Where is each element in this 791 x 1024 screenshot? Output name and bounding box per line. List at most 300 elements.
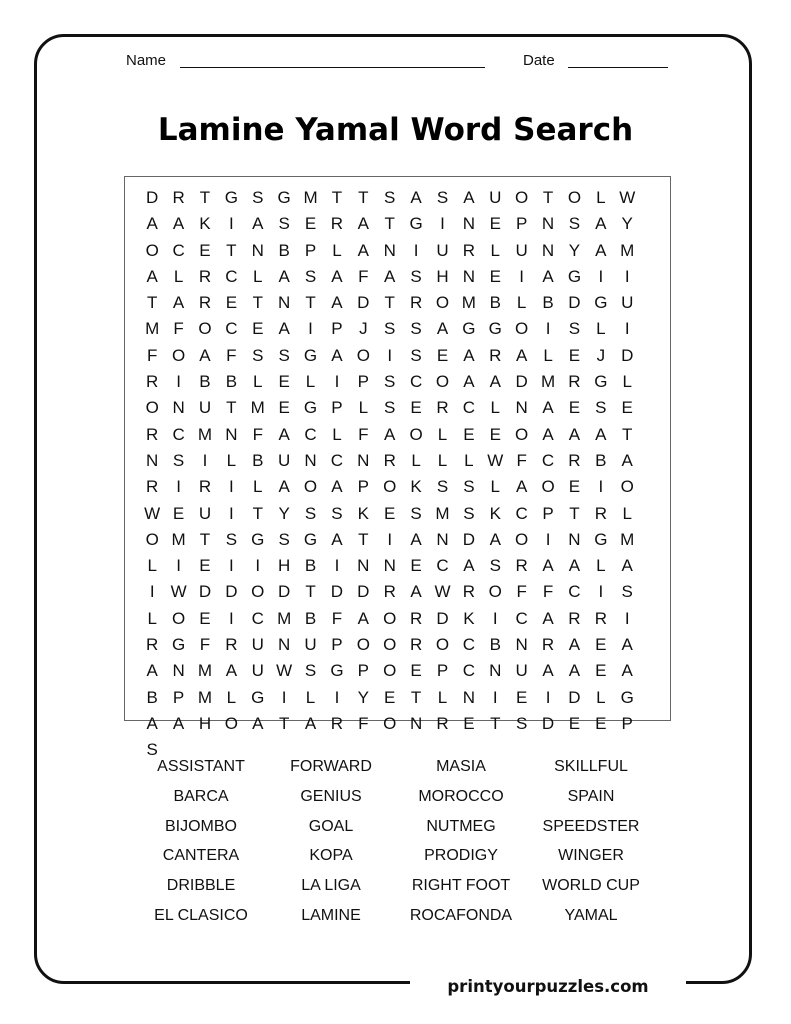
grid-letter[interactable]: F xyxy=(173,319,184,339)
grid-letter[interactable]: R xyxy=(225,635,238,655)
grid-letter[interactable]: I xyxy=(176,556,181,576)
grid-letter[interactable]: O xyxy=(171,345,186,365)
grid-letter[interactable]: P xyxy=(515,214,528,234)
grid-letter[interactable]: G xyxy=(594,372,608,392)
grid-letter[interactable]: E xyxy=(568,477,581,497)
grid-letter[interactable]: A xyxy=(595,240,607,260)
grid-letter[interactable]: N xyxy=(383,556,396,576)
grid-letter[interactable]: O xyxy=(515,424,529,444)
grid-letter[interactable]: B xyxy=(304,556,317,576)
grid-letter[interactable]: L xyxy=(596,687,606,707)
grid-letter[interactable]: A xyxy=(568,635,581,655)
grid-letter[interactable]: P xyxy=(621,713,633,733)
grid-letter[interactable]: A xyxy=(436,319,449,339)
grid-letter[interactable]: T xyxy=(358,529,369,549)
grid-letter[interactable]: T xyxy=(569,503,580,523)
grid-letter[interactable]: G xyxy=(620,687,634,707)
grid-letter[interactable]: G xyxy=(567,266,582,286)
grid-letter[interactable]: L xyxy=(543,345,553,365)
grid-letter[interactable]: A xyxy=(278,319,290,339)
grid-letter[interactable]: I xyxy=(229,214,234,234)
grid-letter[interactable]: S xyxy=(515,713,528,733)
grid-letter[interactable]: O xyxy=(251,582,265,602)
grid-letter[interactable]: A xyxy=(463,345,475,365)
grid-letter[interactable]: A xyxy=(489,529,501,549)
grid-letter[interactable]: N xyxy=(436,529,449,549)
grid-letter[interactable]: T xyxy=(622,424,633,444)
grid-letter[interactable]: O xyxy=(145,398,159,418)
grid-letter[interactable]: A xyxy=(252,713,264,733)
grid-letter[interactable]: A xyxy=(463,556,475,576)
grid-letter[interactable]: E xyxy=(278,398,290,418)
grid-letter[interactable]: R xyxy=(146,635,159,655)
grid-letter[interactable]: S xyxy=(278,529,290,549)
grid-letter[interactable]: R xyxy=(146,477,159,497)
grid-letter[interactable]: I xyxy=(202,450,208,470)
grid-letter[interactable]: A xyxy=(357,214,369,234)
grid-letter[interactable]: R xyxy=(409,608,423,628)
grid-letter[interactable]: C xyxy=(515,503,528,523)
grid-letter[interactable]: I xyxy=(624,608,630,628)
grid-letter[interactable]: C xyxy=(330,450,344,470)
grid-letter[interactable]: A xyxy=(331,529,343,549)
grid-letter[interactable]: C xyxy=(462,635,476,655)
grid-letter[interactable]: L xyxy=(490,240,500,260)
grid-letter[interactable]: S xyxy=(172,450,185,470)
grid-letter[interactable]: F xyxy=(358,424,369,444)
grid-letter[interactable]: A xyxy=(542,556,554,576)
grid-letter[interactable]: Y xyxy=(621,214,633,234)
grid-letter[interactable]: T xyxy=(490,713,501,733)
grid-letter[interactable]: B xyxy=(278,240,290,260)
grid-letter[interactable]: A xyxy=(515,477,528,497)
grid-letter[interactable]: F xyxy=(516,450,527,470)
grid-letter[interactable]: N xyxy=(515,398,528,418)
grid-letter[interactable]: E xyxy=(410,556,422,576)
grid-letter[interactable]: O xyxy=(383,713,397,733)
grid-letter[interactable]: A xyxy=(278,477,290,497)
grid-letter[interactable]: F xyxy=(358,713,369,733)
grid-letter[interactable]: H xyxy=(436,266,449,286)
grid-letter[interactable]: A xyxy=(621,556,633,576)
grid-letter[interactable]: P xyxy=(357,372,369,392)
grid-letter[interactable]: E xyxy=(463,424,475,444)
grid-letter[interactable]: I xyxy=(255,556,261,576)
grid-letter[interactable]: G xyxy=(303,398,318,418)
grid-letter[interactable]: U xyxy=(436,240,449,260)
grid-letter[interactable]: W xyxy=(170,582,187,602)
grid-letter[interactable]: G xyxy=(224,188,238,207)
grid-letter[interactable]: C xyxy=(172,240,185,260)
grid-letter[interactable]: N xyxy=(146,450,159,470)
name-field[interactable] xyxy=(180,67,485,68)
grid-letter[interactable]: A xyxy=(463,372,475,392)
grid-letter[interactable]: E xyxy=(489,424,501,444)
grid-letter[interactable]: E xyxy=(595,661,607,681)
grid-letter[interactable]: E xyxy=(278,372,290,392)
grid-letter[interactable]: E xyxy=(595,635,607,655)
grid-letter[interactable]: P xyxy=(172,687,185,707)
grid-letter[interactable]: M xyxy=(197,424,213,444)
grid-letter[interactable]: N xyxy=(383,240,396,260)
grid-letter[interactable]: G xyxy=(171,635,186,655)
grid-letter[interactable]: N xyxy=(462,266,476,286)
grid-letter[interactable]: S xyxy=(410,319,422,339)
grid-letter[interactable]: N xyxy=(462,687,476,707)
grid-letter[interactable]: S xyxy=(331,503,343,523)
grid-letter[interactable]: H xyxy=(278,556,291,576)
grid-letter[interactable]: P xyxy=(542,503,554,523)
grid-letter[interactable]: R xyxy=(146,424,159,444)
grid-letter[interactable]: F xyxy=(252,424,263,444)
grid-letter[interactable]: C xyxy=(462,398,476,418)
grid-letter[interactable]: O xyxy=(515,188,529,207)
grid-letter[interactable]: R xyxy=(330,713,344,733)
grid-letter[interactable]: O xyxy=(435,293,450,313)
grid-letter[interactable]: S xyxy=(225,529,238,549)
grid-letter[interactable]: C xyxy=(568,582,581,602)
grid-letter[interactable]: U xyxy=(251,635,264,655)
grid-letter[interactable]: N xyxy=(304,450,317,470)
grid-letter[interactable]: E xyxy=(436,345,449,365)
grid-letter[interactable]: S xyxy=(568,214,581,234)
grid-letter[interactable]: D xyxy=(357,582,370,602)
grid-letter[interactable]: S xyxy=(278,214,290,234)
grid-letter[interactable]: J xyxy=(596,345,606,365)
grid-letter[interactable]: S xyxy=(252,188,264,207)
grid-letter[interactable]: P xyxy=(331,635,343,655)
grid-letter[interactable]: E xyxy=(621,398,633,418)
grid-letter[interactable]: S xyxy=(384,188,396,207)
grid-letter[interactable]: R xyxy=(594,608,607,628)
grid-letter[interactable]: S xyxy=(595,398,607,418)
grid-letter[interactable]: O xyxy=(383,635,397,655)
grid-letter[interactable]: S xyxy=(410,266,422,286)
grid-letter[interactable]: D xyxy=(568,293,581,313)
grid-letter[interactable]: S xyxy=(384,372,396,392)
grid-letter[interactable]: D xyxy=(225,582,238,602)
grid-letter[interactable]: E xyxy=(489,214,501,234)
grid-letter[interactable]: M xyxy=(171,529,186,549)
grid-letter[interactable]: S xyxy=(463,477,475,497)
grid-letter[interactable]: A xyxy=(542,608,554,628)
grid-letter[interactable]: L xyxy=(464,450,474,470)
grid-letter[interactable]: W xyxy=(144,503,161,523)
grid-letter[interactable]: O xyxy=(435,635,450,655)
grid-letter[interactable]: C xyxy=(172,424,185,444)
grid-letter[interactable]: N xyxy=(515,635,528,655)
grid-letter[interactable]: R xyxy=(541,635,555,655)
grid-letter[interactable]: C xyxy=(462,661,476,681)
grid-letter[interactable]: E xyxy=(568,345,581,365)
grid-letter[interactable]: E xyxy=(384,687,396,707)
grid-letter[interactable]: A xyxy=(331,266,343,286)
grid-letter[interactable]: D xyxy=(278,582,291,602)
grid-letter[interactable]: N xyxy=(278,635,291,655)
grid-letter[interactable]: I xyxy=(176,477,181,497)
grid-letter[interactable]: A xyxy=(357,608,369,628)
grid-letter[interactable]: U xyxy=(198,503,212,523)
grid-letter[interactable]: L xyxy=(596,556,606,576)
grid-letter[interactable]: L xyxy=(490,398,500,418)
grid-letter[interactable]: O xyxy=(435,372,450,392)
grid-letter[interactable]: T xyxy=(199,188,211,207)
grid-letter[interactable]: O xyxy=(145,529,159,549)
grid-letter[interactable]: A xyxy=(568,424,581,444)
grid-letter[interactable]: N xyxy=(489,661,502,681)
grid-letter[interactable]: M xyxy=(620,240,635,260)
grid-letter[interactable]: E xyxy=(304,214,317,234)
grid-letter[interactable]: R xyxy=(409,635,423,655)
grid-letter[interactable]: E xyxy=(410,398,422,418)
grid-letter[interactable]: A xyxy=(568,661,581,681)
grid-letter[interactable]: I xyxy=(334,556,340,576)
grid-letter[interactable]: R xyxy=(568,608,581,628)
grid-letter[interactable]: L xyxy=(253,266,263,286)
grid-letter[interactable]: O xyxy=(620,477,634,497)
grid-letter[interactable]: F xyxy=(331,608,343,628)
grid-letter[interactable]: L xyxy=(596,188,606,207)
grid-letter[interactable]: L xyxy=(147,608,157,628)
grid-letter[interactable]: A xyxy=(621,661,633,681)
grid-letter[interactable]: S xyxy=(463,503,475,523)
date-field[interactable] xyxy=(568,67,668,68)
grid-letter[interactable]: L xyxy=(622,503,632,523)
grid-letter[interactable]: A xyxy=(172,713,185,733)
grid-letter[interactable]: S xyxy=(304,503,317,523)
grid-letter[interactable]: N xyxy=(172,398,185,418)
grid-letter[interactable]: U xyxy=(515,661,528,681)
grid-letter[interactable]: N xyxy=(409,713,423,733)
grid-letter[interactable]: I xyxy=(229,477,234,497)
grid-letter[interactable]: C xyxy=(409,372,423,392)
grid-letter[interactable]: T xyxy=(252,503,263,523)
grid-letter[interactable]: G xyxy=(303,345,318,365)
grid-letter[interactable]: L xyxy=(358,398,369,418)
grid-letter[interactable]: A xyxy=(595,424,607,444)
grid-letter[interactable]: D xyxy=(515,372,528,392)
grid-letter[interactable]: B xyxy=(225,372,238,392)
grid-letter[interactable]: O xyxy=(356,345,370,365)
grid-letter[interactable]: C xyxy=(436,556,449,576)
grid-letter[interactable]: G xyxy=(277,188,291,207)
grid-letter[interactable]: I xyxy=(229,556,234,576)
grid-letter[interactable]: M xyxy=(145,319,160,339)
grid-letter[interactable]: A xyxy=(595,214,607,234)
grid-letter[interactable]: M xyxy=(461,293,476,313)
grid-letter[interactable]: A xyxy=(384,424,396,444)
grid-letter[interactable]: R xyxy=(462,240,476,260)
grid-letter[interactable]: P xyxy=(357,477,369,497)
grid-letter[interactable]: L xyxy=(305,687,316,707)
grid-letter[interactable]: P xyxy=(357,661,369,681)
grid-letter[interactable]: B xyxy=(489,293,501,313)
grid-letter[interactable]: T xyxy=(226,398,237,418)
grid-letter[interactable]: B xyxy=(304,608,317,628)
grid-letter[interactable]: P xyxy=(331,398,343,418)
grid-letter[interactable]: R xyxy=(594,503,607,523)
grid-letter[interactable]: E xyxy=(199,240,211,260)
grid-letter[interactable]: A xyxy=(172,293,185,313)
grid-letter[interactable]: I xyxy=(598,582,604,602)
grid-letter[interactable]: L xyxy=(305,372,316,392)
grid-letter[interactable]: A xyxy=(199,345,211,365)
grid-letter[interactable]: N xyxy=(172,661,185,681)
grid-letter[interactable]: E xyxy=(199,556,211,576)
grid-letter[interactable]: S xyxy=(252,345,264,365)
grid-letter[interactable]: Y xyxy=(357,687,369,707)
grid-letter[interactable]: R xyxy=(489,345,502,365)
grid-letter[interactable]: I xyxy=(440,214,445,234)
grid-letter[interactable]: E xyxy=(225,293,238,313)
grid-letter[interactable]: A xyxy=(278,266,290,286)
grid-letter[interactable]: G xyxy=(488,319,502,339)
grid-letter[interactable]: G xyxy=(330,661,344,681)
grid-letter[interactable]: N xyxy=(568,529,581,549)
grid-letter[interactable]: F xyxy=(226,345,237,365)
grid-letter[interactable]: I xyxy=(229,503,234,523)
grid-letter[interactable]: L xyxy=(411,450,421,470)
grid-letter[interactable]: S xyxy=(304,266,317,286)
grid-letter[interactable]: U xyxy=(304,635,317,655)
grid-letter[interactable]: F xyxy=(199,635,211,655)
grid-letter[interactable]: A xyxy=(331,345,343,365)
grid-letter[interactable]: L xyxy=(596,319,606,339)
grid-letter[interactable]: N xyxy=(541,240,555,260)
grid-letter[interactable]: A xyxy=(542,398,554,418)
grid-letter[interactable]: I xyxy=(545,687,551,707)
grid-letter[interactable]: D xyxy=(146,188,159,207)
grid-letter[interactable]: G xyxy=(594,293,608,313)
grid-letter[interactable]: E xyxy=(515,687,528,707)
grid-letter[interactable]: S xyxy=(304,661,317,681)
grid-letter[interactable]: T xyxy=(226,240,237,260)
grid-letter[interactable]: A xyxy=(252,214,264,234)
grid-letter[interactable]: A xyxy=(384,266,396,286)
grid-letter[interactable]: A xyxy=(489,372,501,392)
grid-letter[interactable]: M xyxy=(540,372,556,392)
grid-letter[interactable]: A xyxy=(278,424,290,444)
grid-letter[interactable]: R xyxy=(436,713,449,733)
grid-letter[interactable]: S xyxy=(278,345,290,365)
grid-letter[interactable]: N xyxy=(541,214,555,234)
grid-letter[interactable]: L xyxy=(226,450,237,470)
grid-letter[interactable]: G xyxy=(594,529,608,549)
grid-letter[interactable]: M xyxy=(620,529,635,549)
grid-letter[interactable]: I xyxy=(624,319,630,339)
grid-letter[interactable]: S xyxy=(410,345,422,365)
grid-letter[interactable]: E xyxy=(568,713,581,733)
grid-letter[interactable]: O xyxy=(198,319,212,339)
grid-letter[interactable]: O xyxy=(409,424,423,444)
grid-letter[interactable]: L xyxy=(253,372,263,392)
grid-letter[interactable]: G xyxy=(251,529,265,549)
grid-letter[interactable]: A xyxy=(146,713,158,733)
grid-letter[interactable]: H xyxy=(198,713,212,733)
grid-letter[interactable]: N xyxy=(357,556,370,576)
grid-letter[interactable]: R xyxy=(383,582,396,602)
grid-letter[interactable]: S xyxy=(436,477,449,497)
grid-letter[interactable]: K xyxy=(199,214,211,234)
grid-letter[interactable]: I xyxy=(413,240,419,260)
grid-letter[interactable]: O xyxy=(383,477,397,497)
grid-letter[interactable]: E xyxy=(384,503,396,523)
grid-letter[interactable]: E xyxy=(489,266,501,286)
grid-letter[interactable]: I xyxy=(492,687,498,707)
grid-letter[interactable]: M xyxy=(197,687,213,707)
grid-letter[interactable]: S xyxy=(436,188,449,207)
grid-letter[interactable]: F xyxy=(516,582,527,602)
grid-letter[interactable]: G xyxy=(251,687,265,707)
grid-letter[interactable]: E xyxy=(595,713,607,733)
grid-letter[interactable]: G xyxy=(409,214,423,234)
grid-letter[interactable]: O xyxy=(541,477,555,497)
grid-letter[interactable]: K xyxy=(410,477,422,497)
grid-letter[interactable]: R xyxy=(568,450,581,470)
grid-letter[interactable]: D xyxy=(462,529,476,549)
grid-letter[interactable]: T xyxy=(199,529,211,549)
grid-letter[interactable]: T xyxy=(410,687,422,707)
grid-letter[interactable]: I xyxy=(229,608,234,628)
grid-letter[interactable]: F xyxy=(358,266,369,286)
grid-letter[interactable]: B xyxy=(595,450,607,470)
grid-letter[interactable]: N xyxy=(225,424,238,444)
grid-letter[interactable]: F xyxy=(147,345,158,365)
grid-letter[interactable]: U xyxy=(198,398,212,418)
grid-letter[interactable]: R xyxy=(436,398,449,418)
grid-letter[interactable]: A xyxy=(304,713,317,733)
grid-letter[interactable]: O xyxy=(356,635,370,655)
grid-letter[interactable]: B xyxy=(146,687,158,707)
grid-letter[interactable]: K xyxy=(463,608,475,628)
grid-letter[interactable]: U xyxy=(251,661,264,681)
grid-letter[interactable]: E xyxy=(199,608,211,628)
grid-letter[interactable]: R xyxy=(198,266,212,286)
grid-letter[interactable]: A xyxy=(146,661,158,681)
grid-letter[interactable]: I xyxy=(519,266,525,286)
grid-letter[interactable]: T xyxy=(147,293,158,313)
grid-letter[interactable]: B xyxy=(542,293,554,313)
grid-letter[interactable]: N xyxy=(251,240,264,260)
grid-letter[interactable]: A xyxy=(621,450,633,470)
grid-letter[interactable]: O xyxy=(488,582,502,602)
grid-letter[interactable]: P xyxy=(304,240,317,260)
grid-letter[interactable]: J xyxy=(359,319,368,339)
grid-letter[interactable]: A xyxy=(357,240,369,260)
grid-letter[interactable]: S xyxy=(568,319,581,339)
grid-letter[interactable]: L xyxy=(332,240,342,260)
grid-letter[interactable]: U xyxy=(489,188,502,207)
grid-letter[interactable]: M xyxy=(250,398,265,418)
grid-letter[interactable]: N xyxy=(462,214,476,234)
grid-letter[interactable]: B xyxy=(199,372,211,392)
grid-letter[interactable]: O xyxy=(567,188,582,207)
grid-letter[interactable]: L xyxy=(490,477,500,497)
grid-letter[interactable]: I xyxy=(387,345,393,365)
grid-letter[interactable]: I xyxy=(387,529,393,549)
grid-letter[interactable]: M xyxy=(277,608,292,628)
grid-letter[interactable]: C xyxy=(304,424,317,444)
grid-letter[interactable]: D xyxy=(621,345,634,365)
grid-letter[interactable]: A xyxy=(410,529,422,549)
grid-letter[interactable]: I xyxy=(624,266,630,286)
grid-letter[interactable]: G xyxy=(303,529,318,549)
grid-letter[interactable]: W xyxy=(276,661,293,681)
grid-letter[interactable]: D xyxy=(541,713,555,733)
grid-letter[interactable]: A xyxy=(515,345,528,365)
grid-letter[interactable]: O xyxy=(515,529,529,549)
grid-letter[interactable]: S xyxy=(410,503,422,523)
